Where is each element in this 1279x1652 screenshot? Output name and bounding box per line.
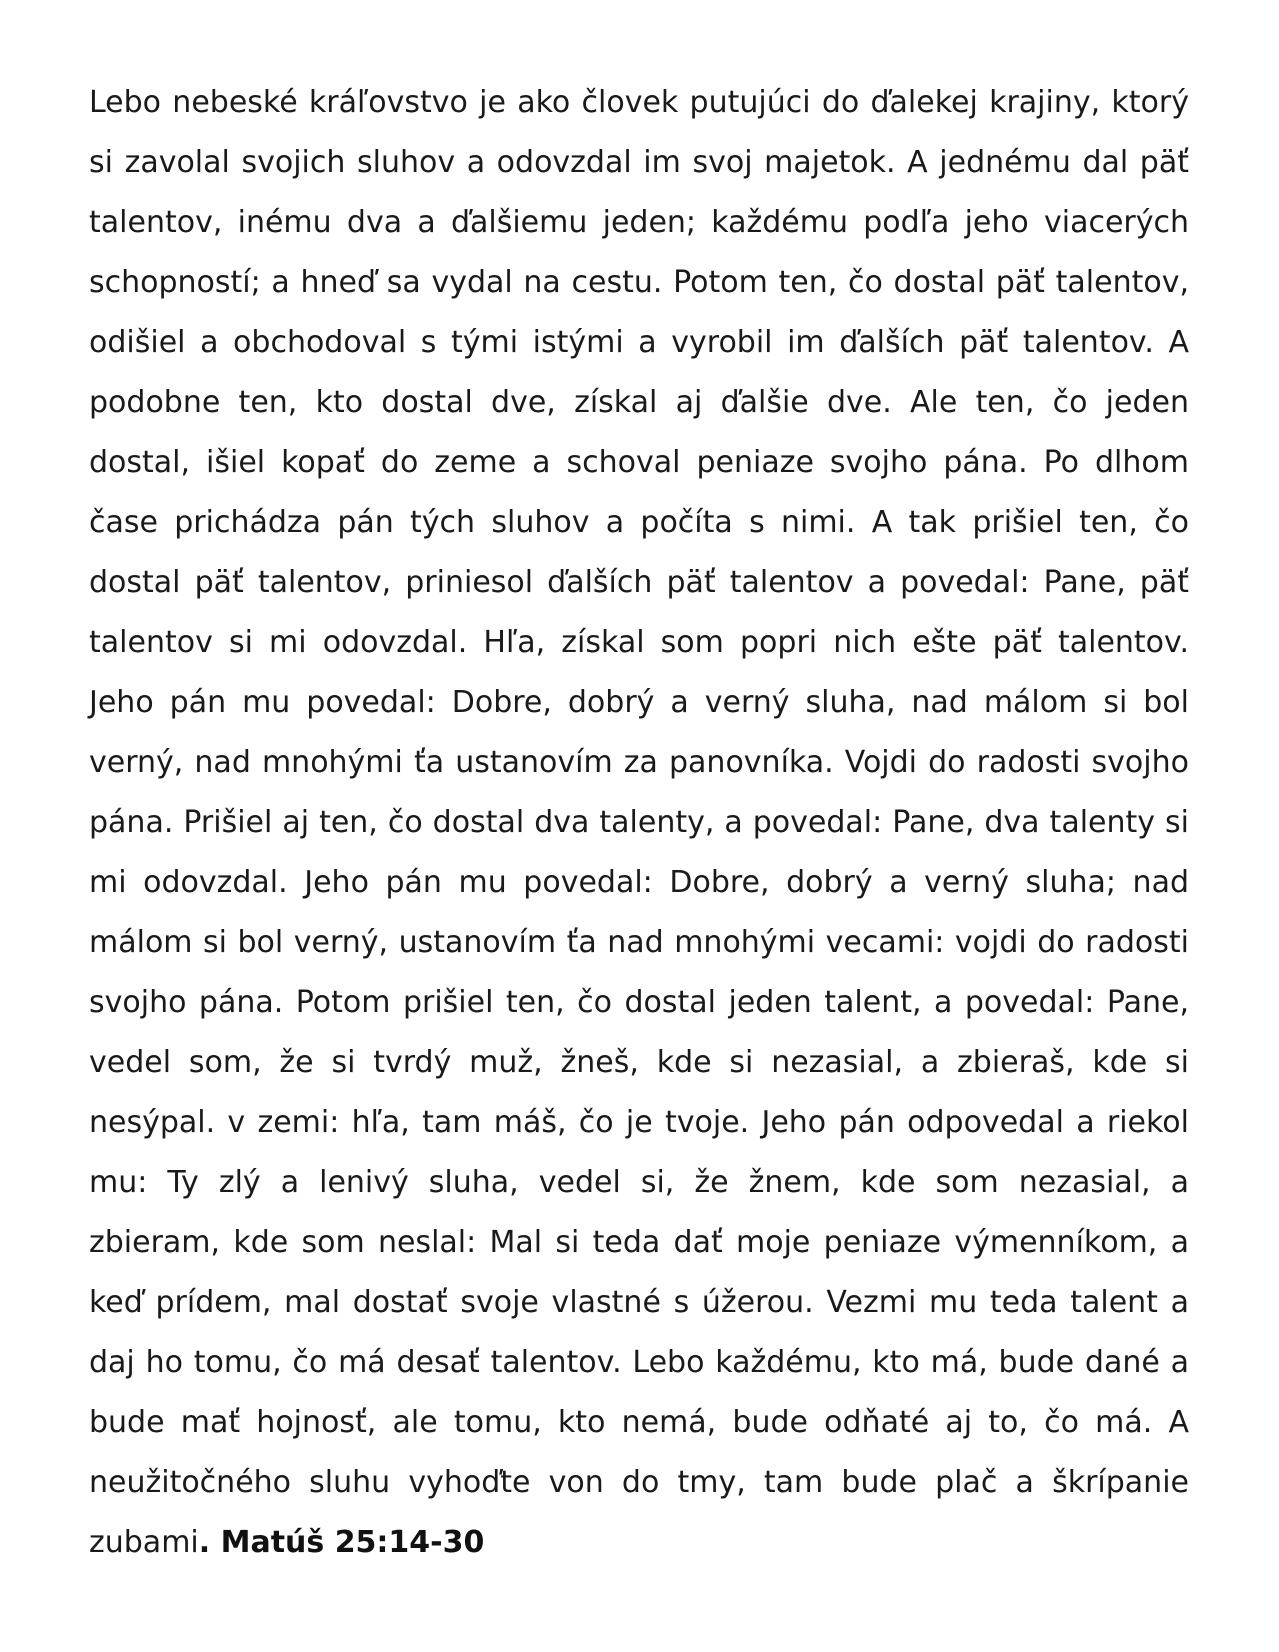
scripture-passage xyxy=(89,73,1189,1573)
scripture-reference: . Matúš 25:14-30 xyxy=(198,1525,485,1560)
passage-text: Lebo nebeské kráľovstvo je ako človek putujúci do ďalekej krajiny, ktorý si zavolal svojich sluhov a odovzdal im svoj majetok. A jednému dal päť talentov, inému dva a ďalšiemu jeden; každému podľa jeho viacerých schopností; a hneď sa vydal na cestu. Potom ten, čo dostal päť talentov, odišiel a obchodoval s tými istými a vyrobil im ďalších päť talentov. A podobne ten, kto dostal dve, získal aj ďalšie dve. Ale ten, čo jeden dostal, išiel kopať do zeme a schoval peniaze svojho pána. Po dlhom čase prichádza pán tých sluhov a počíta s nimi. A tak prišiel ten, čo dostal päť talentov, priniesol ďalších päť talentov a povedal: Pane, päť talentov si mi odovzdal. Hľa, získal som popri nich ešte päť talentov. Jeho pán mu povedal: Dobre, dobrý a verný sluha, nad málom si bol verný, nad mnohými ťa ustanovím za panovníka. Vojdi do radosti svojho pána. Prišiel aj ten, čo dostal dva talenty, a povedal: Pane, dva talenty si mi odovzdal. Jeho pán mu povedal: Dobre, dobrý a verný sluha; nad málom si bol verný, ustanovím ťa nad mnohými vecami: vojdi do radosti svojho pána. Potom prišiel ten, čo dostal jeden talent, a povedal: Pane, vedel som, že si tvrdý muž, žneš, kde si nezasial, a zbieraš, kde si nesýpal. v zemi: hľa, tam máš, čo je tvoje. Jeho pán odpovedal a riekol mu: Ty zlý a lenivý sluha, vedel si, že žnem, kde som nezasial, a zbieram, kde som neslal: Mal si teda dať moje peniaze výmenníkom, a keď prídem, mal dostať svoje vlastné s úžerou. Vezmi mu teda talent a daj ho tomu, čo má desať talentov. Lebo každému, kto má, bude dané a bude mať hojnosť, ale tomu, kto nemá, bude odňaté aj to, čo má. A neužitočného sluhu vyhoďte von do tmy, tam bude plač a škrípanie zubami xyxy=(89,85,1189,1560)
